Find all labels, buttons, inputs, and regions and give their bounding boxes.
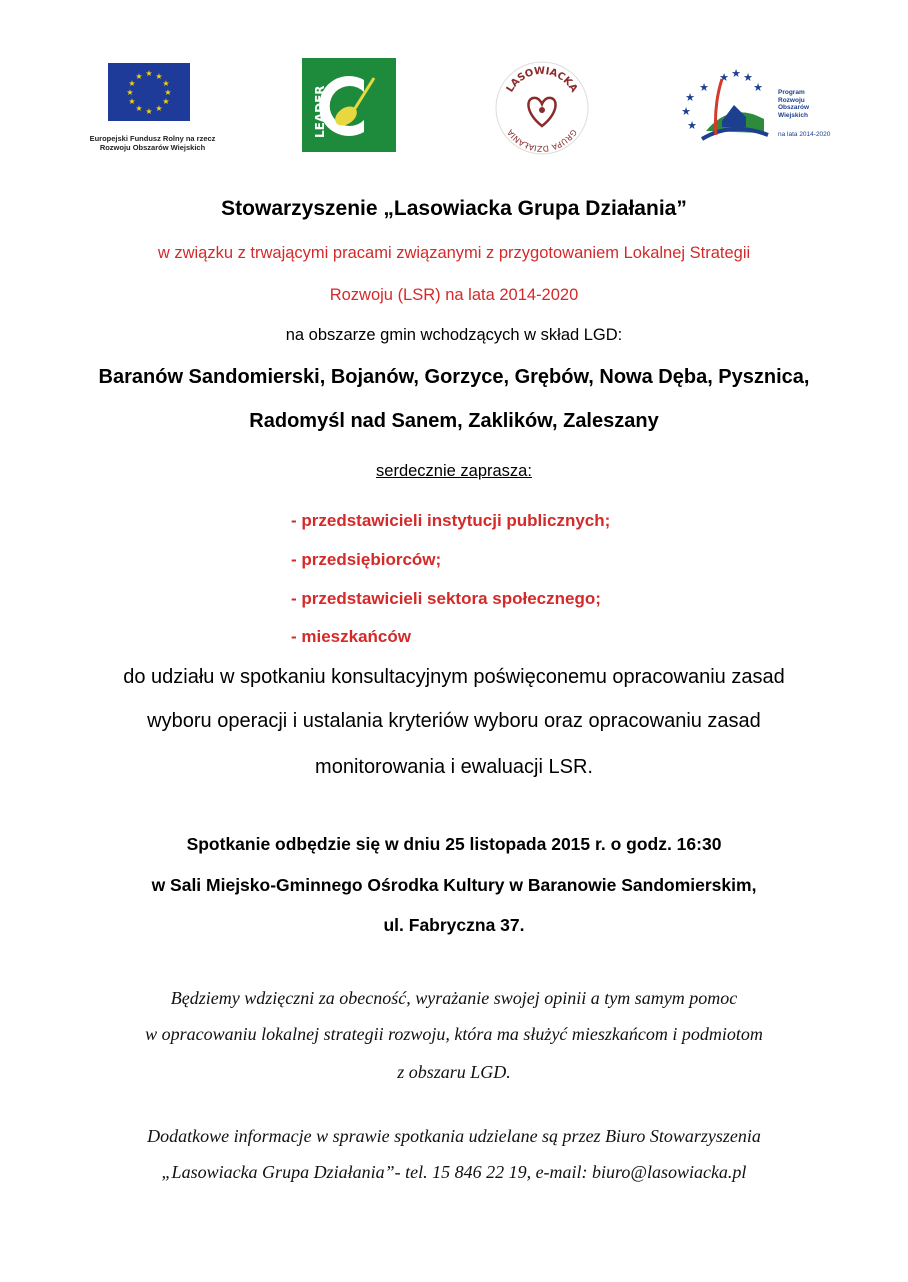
invitee-item: - mieszkańców [291, 627, 411, 646]
closing-line: w opracowaniu lokalnej strategii rozwoju, która ma służyć mieszkańcom i podmiotom [145, 1024, 763, 1044]
invitee-item: - przedsiębiorców; [291, 550, 442, 569]
lgd-ring-bottom: GRUPA DZIAŁANIA [505, 127, 579, 154]
svg-text:★: ★ [164, 88, 172, 97]
lgd-logo-icon [494, 60, 590, 156]
svg-text:★: ★ [162, 97, 170, 106]
svg-text:★: ★ [162, 79, 170, 88]
prow-line: Program [778, 89, 805, 96]
page-title: Stowarzyszenie „Lasowiacka Grupa Działania” [221, 197, 687, 220]
svg-text:★: ★ [145, 107, 153, 116]
svg-text:★: ★ [687, 119, 697, 132]
svg-text:★: ★ [128, 79, 136, 88]
eu-logo [80, 63, 225, 152]
svg-text:★: ★ [135, 72, 143, 81]
svg-text:★: ★ [685, 91, 695, 104]
svg-text:★: ★ [743, 71, 753, 84]
invite-heading: serdecznie zaprasza: [376, 462, 532, 480]
closing-line: z obszaru LGD. [397, 1062, 511, 1082]
leader-text: LEADER [313, 85, 327, 138]
svg-text:★: ★ [731, 67, 741, 80]
svg-text:★: ★ [135, 104, 143, 113]
meeting-date: Spotkanie odbędzie się w dniu 25 listopada 2015 r. o godz. 16:30 [186, 834, 722, 854]
svg-text:★: ★ [753, 81, 763, 94]
contact-line: Dodatkowe informacje w sprawie spotkania udzielane są przez Biuro Stowarzyszenia [147, 1126, 761, 1146]
prow-years: na lata 2014-2020 [778, 131, 831, 138]
svg-text:★: ★ [128, 97, 136, 106]
prow-line: Wiejskich [778, 111, 808, 119]
contact-line: „Lasowiacka Grupa Działania”- tel. 15 846 22 19, e-mail: biuro@lasowiacka.pl [161, 1162, 747, 1182]
svg-text:★: ★ [155, 72, 163, 81]
purpose-line: wyboru operacji i ustalania kryteriów wyboru oraz opracowaniu zasad [147, 710, 761, 732]
purpose-line: monitorowania i ewaluacji LSR. [315, 756, 593, 778]
intro-line-3: na obszarze gmin wchodzących w skład LGD: [285, 326, 623, 344]
svg-text:★: ★ [126, 88, 134, 97]
meeting-address: ul. Fabryczna 37. [383, 915, 525, 935]
logo-bar [0, 55, 908, 155]
svg-text:★: ★ [145, 69, 153, 78]
eu-flag-icon [108, 63, 190, 121]
invitee-item: - przedstawicieli instytucji publicznych; [291, 511, 611, 530]
eu-caption-line2: Rozwoju Obszarów Wiejskich [99, 143, 206, 152]
prow-line: Rozwoju [778, 96, 805, 104]
svg-text:GRUPA DZIAŁANIA [505, 127, 578, 153]
lgd-ring-top: LASOWIACKA [504, 65, 580, 95]
invitee-item: - przedstawicieli sektora społecznego; [291, 589, 601, 608]
intro-line-1: w związku z trwającymi pracami związanymi z przygotowaniem Lokalnej Strategii [157, 244, 751, 262]
purpose-line: do udziału w spotkaniu konsultacyjnym poświęconemu opracowaniu zasad [123, 666, 785, 688]
svg-text:★: ★ [681, 105, 691, 118]
svg-text:★: ★ [699, 81, 709, 94]
municipalities-line-2: Radomyśl nad Sanem, Zaklików, Zaleszany [249, 410, 659, 432]
svg-text:★: ★ [155, 104, 163, 113]
intro-line-2: Rozwoju (LSR) na lata 2014-2020 [329, 286, 579, 304]
prow-line: Obszarów [778, 104, 810, 111]
municipalities-line-1: Baranów Sandomierski, Bojanów, Gorzyce, Grębów, Nowa Dęba, Pysznica, [98, 366, 810, 388]
leader-logo-icon [302, 58, 396, 152]
eu-caption-line1: Europejski Fundusz Rolny na rzecz [89, 134, 216, 143]
closing-line: Będziemy wdzięczni za obecność, wyrażanie swojej opinii a tym samym pomoc [170, 988, 738, 1008]
svg-text:★: ★ [719, 71, 729, 84]
meeting-venue: w Sali Miejsko-Gminnego Ośrodka Kultury w Baranowie Sandomierskim, [151, 875, 757, 895]
prow-program-text [778, 89, 809, 119]
